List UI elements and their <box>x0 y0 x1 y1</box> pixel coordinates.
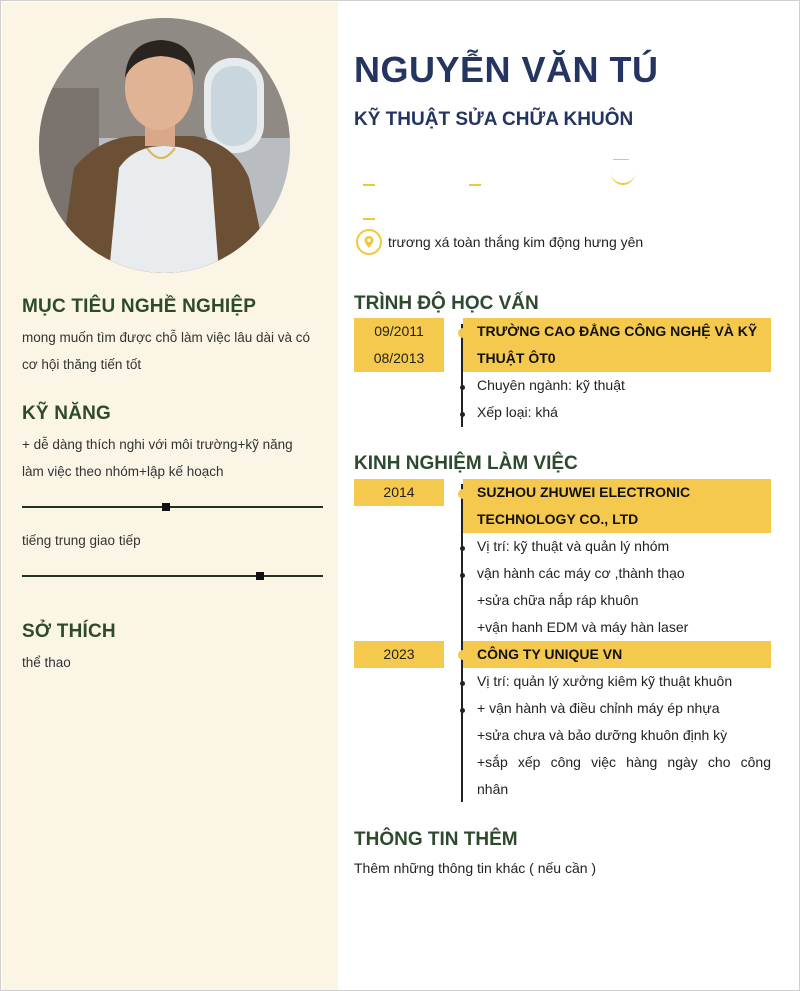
school-line: TRƯỜNG CAO ĐẲNG CÔNG NGHỆ VÀ KỸ <box>477 323 758 339</box>
timeline-dot <box>458 489 468 499</box>
objective-text <box>22 324 328 378</box>
job-2-year: 2023 <box>354 641 444 668</box>
job-detail: Vị trí: kỹ thuật và quản lý nhóm <box>477 538 670 554</box>
skill-line: tiếng trung giao tiếp <box>22 533 141 548</box>
decor-arc <box>611 173 635 185</box>
education-detail: Chuyên ngành: kỹ thuật <box>477 377 625 393</box>
avatar <box>39 18 290 273</box>
skill-line: + dễ dàng thích nghi với môi trường+kỹ năng <box>22 437 293 452</box>
location-icon <box>356 229 382 255</box>
education-date-from: 09/2011 <box>374 323 424 339</box>
job-detail: vận hành các máy cơ ,thành thạo <box>477 565 685 581</box>
hobbies-title: SỞ THÍCH <box>22 621 116 642</box>
objective-line: mong muốn tìm được chỗ làm việc lâu dài và có <box>22 330 311 345</box>
bullet-dot <box>460 546 465 551</box>
objective-line: cơ hội thăng tiến tốt <box>22 357 142 372</box>
experience-title: KINH NGHIỆM LÀM VIỆC <box>354 453 578 474</box>
decor-line <box>469 184 481 186</box>
education-title: TRÌNH ĐỘ HỌC VẤN <box>354 293 539 314</box>
education-dates <box>354 318 444 372</box>
company-line: CÔNG TY UNIQUE VN <box>477 646 623 662</box>
job-detail: +sửa chưa và bảo dưỡng khuôn định kỳ <box>477 727 728 743</box>
profile-photo <box>39 18 290 273</box>
job-detail: +vận hanh EDM và máy hàn laser <box>477 619 689 635</box>
bullet-dot <box>460 708 465 713</box>
timeline-dot <box>458 650 468 660</box>
extra-text: Thêm những thông tin khác ( nếu cần ) <box>354 860 597 876</box>
education-school <box>463 318 771 372</box>
job-title: KỸ THUẬT SỬA CHỮA KHUÔN <box>354 109 634 130</box>
job-detail: nhân <box>477 781 509 797</box>
skills-title: KỸ NĂNG <box>22 403 112 424</box>
skill-2-level-marker <box>256 572 264 580</box>
decor-line <box>363 184 375 186</box>
bullet-dot <box>460 412 465 417</box>
skill-line: làm việc theo nhóm+lập kế hoạch <box>22 464 224 479</box>
job-1-year: 2014 <box>354 479 444 506</box>
objective-title: MỤC TIÊU NGHỀ NGHIỆP <box>22 296 257 317</box>
decor-line <box>363 218 375 220</box>
job-detail: + vận hành và điều chỉnh máy ép nhựa <box>477 700 720 716</box>
skill-2-text <box>22 527 328 554</box>
school-line: THUẬT ÔT0 <box>477 350 556 366</box>
bullet-dot <box>460 385 465 390</box>
bullet-dot <box>460 681 465 686</box>
extra-title: THÔNG TIN THÊM <box>354 829 518 850</box>
bullet-dot <box>460 573 465 578</box>
skill-1-bar <box>22 506 323 508</box>
skill-1-level-marker <box>162 503 170 511</box>
candidate-name: NGUYỄN VĂN TÚ <box>354 49 659 90</box>
address-row <box>356 229 643 255</box>
job-detail: +sửa chữa nắp ráp khuôn <box>477 592 639 608</box>
address-text: trương xá toàn thắng kim động hưng yên <box>388 234 644 250</box>
hobbies-text: thể thao <box>22 655 71 670</box>
skill-1-text <box>22 431 328 485</box>
company-line: TECHNOLOGY CO., LTD <box>477 511 639 527</box>
job-detail: +sắp xếp công việc hàng ngày cho công <box>477 754 771 770</box>
job-detail: Vị trí: quản lý xưởng kiêm kỹ thuật khuôn <box>477 673 733 689</box>
company-line: SUZHOU ZHUWEI ELECTRONIC <box>477 484 691 500</box>
education-date-to: 08/2013 <box>373 350 425 366</box>
job-2-company <box>463 641 771 668</box>
skill-2-bar <box>22 575 323 577</box>
decor-line <box>613 159 629 160</box>
job-1-company <box>463 479 771 533</box>
timeline-dot <box>458 328 468 338</box>
education-detail: Xếp loại: khá <box>477 404 558 420</box>
